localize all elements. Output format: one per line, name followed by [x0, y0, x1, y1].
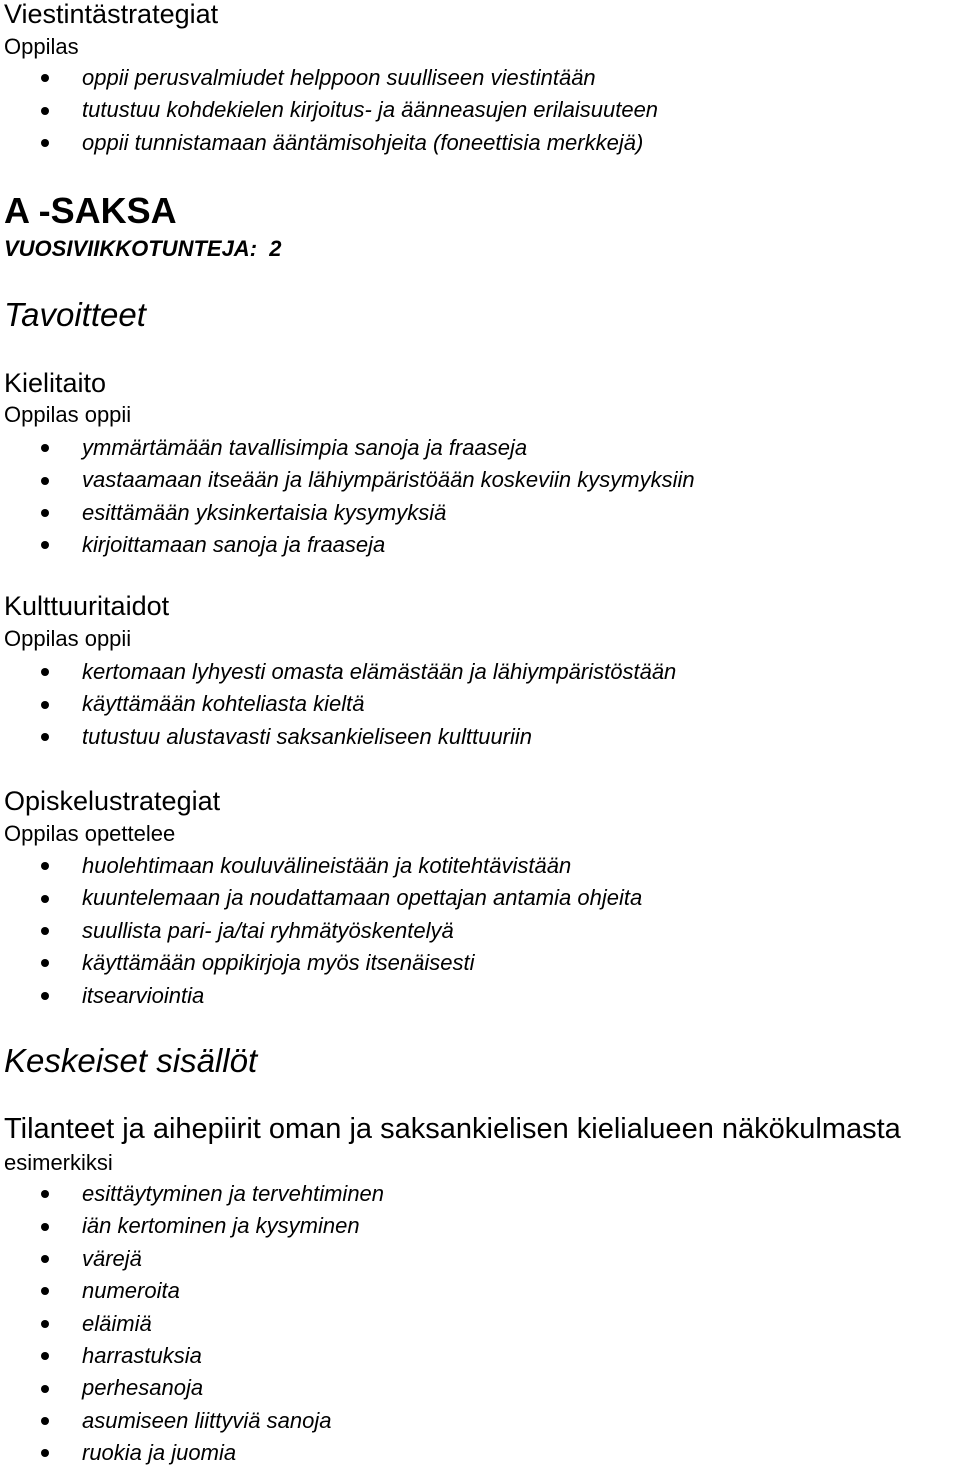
bullet-icon	[41, 1223, 49, 1231]
bullet-icon	[41, 668, 49, 676]
bullet-icon	[41, 1255, 49, 1263]
bullet-icon	[41, 1449, 49, 1457]
opiskelustrategiat-subject: Oppilas opettelee	[4, 821, 176, 846]
kulttuuritaidot-subject: Oppilas oppii	[4, 626, 132, 651]
kielitaito-subject: Oppilas oppii	[4, 402, 132, 427]
course-title: A -SAKSA	[4, 190, 177, 231]
bullet-icon	[41, 862, 49, 870]
tavoitteet-heading: Tavoitteet	[4, 296, 146, 333]
bullet-icon	[41, 1190, 49, 1198]
bullet-icon	[41, 541, 49, 549]
kulttuuritaidot-heading: Kulttuuritaidot	[4, 591, 170, 621]
keskeiset-subheading: Tilanteet ja aihepiirit oman ja saksankielisen kielialueen näkökulmasta	[4, 1113, 901, 1145]
viestintastrategiat-heading: Viestintästrategiat	[4, 0, 219, 29]
bullet-icon	[41, 477, 49, 485]
document-page: Viestintästrategiat Oppilas oppii perusvalmiudet helppoon suulliseen viestintään tutustuu kohdekielen kirjoitus- ja äänneasujen erilaisuuteen oppii tunnistamaan ääntämisohjeita (foneettisia merkkejä) A -SAKSA VUOSIVIIKKOTUNTEJA: 2 Tavoitteet Kielitaito Oppilas oppii ymmärtämään tavallisimpia sanoja ja fraaseja vastaamaan itseään ja lähiympäristöään koskeviin kysymyksiin esittämään yksinkertaisia kysymyksiä kirjoittamaan sanoja ja fraaseja Kulttuuritaidot Oppilas oppii kertomaan lyhyesti omasta elämästään ja lähiympäristöstään käyttämään kohteliasta kieltä tutustuu alustavasti saksankieliseen kulttuuriin Opiskelustrategiat Oppilas opettelee huolehtimaan kouluvälineistään ja kotitehtävistään kuuntelemaan ja noudattamaan opettajan antamia ohjeita suullista pari- ja/tai ryhmätyöskentelyä käyttämään oppikirjoja myös itsenäisesti itsearviointia Keskeiset sisällöt Tilanteet ja aihepiirit oman ja saksankielisen kielialueen näkökulmasta esimerkiksi esittäytyminen ja tervehtiminen iän kertominen ja kysyminen värejä numeroita eläimiä harrastuksia perhesanoja asumiseen liittyviä sanoja ruokia ja juomia	[4, 0, 901, 1466]
bullet-icon	[41, 1352, 49, 1360]
course-hours: VUOSIVIIKKOTUNTEJA: 2	[4, 236, 282, 261]
bullet-icon	[41, 992, 49, 1000]
opiskelustrategiat-heading: Opiskelustrategiat	[4, 786, 221, 816]
bullet-icon	[41, 1385, 49, 1393]
bullet-icon	[41, 895, 49, 903]
keskeiset-example-label: esimerkiksi	[4, 1150, 113, 1175]
bullet-icon	[41, 1417, 49, 1425]
kielitaito-heading: Kielitaito	[4, 368, 107, 398]
bullet-icon	[41, 444, 49, 452]
keskeiset-heading: Keskeiset sisällöt	[4, 1042, 258, 1079]
bullet-icon	[41, 74, 49, 82]
bullet-icon	[41, 927, 49, 935]
bullet-icon	[41, 107, 49, 115]
bullet-icon	[41, 733, 49, 741]
bullet-icon	[41, 509, 49, 517]
bullet-icon	[41, 701, 49, 709]
bullet-icon	[41, 1320, 49, 1328]
viestintastrategiat-subject: Oppilas	[4, 34, 79, 59]
bullet-icon	[41, 1287, 49, 1295]
bullet-icon	[41, 959, 49, 967]
bullet-icon	[41, 139, 49, 147]
